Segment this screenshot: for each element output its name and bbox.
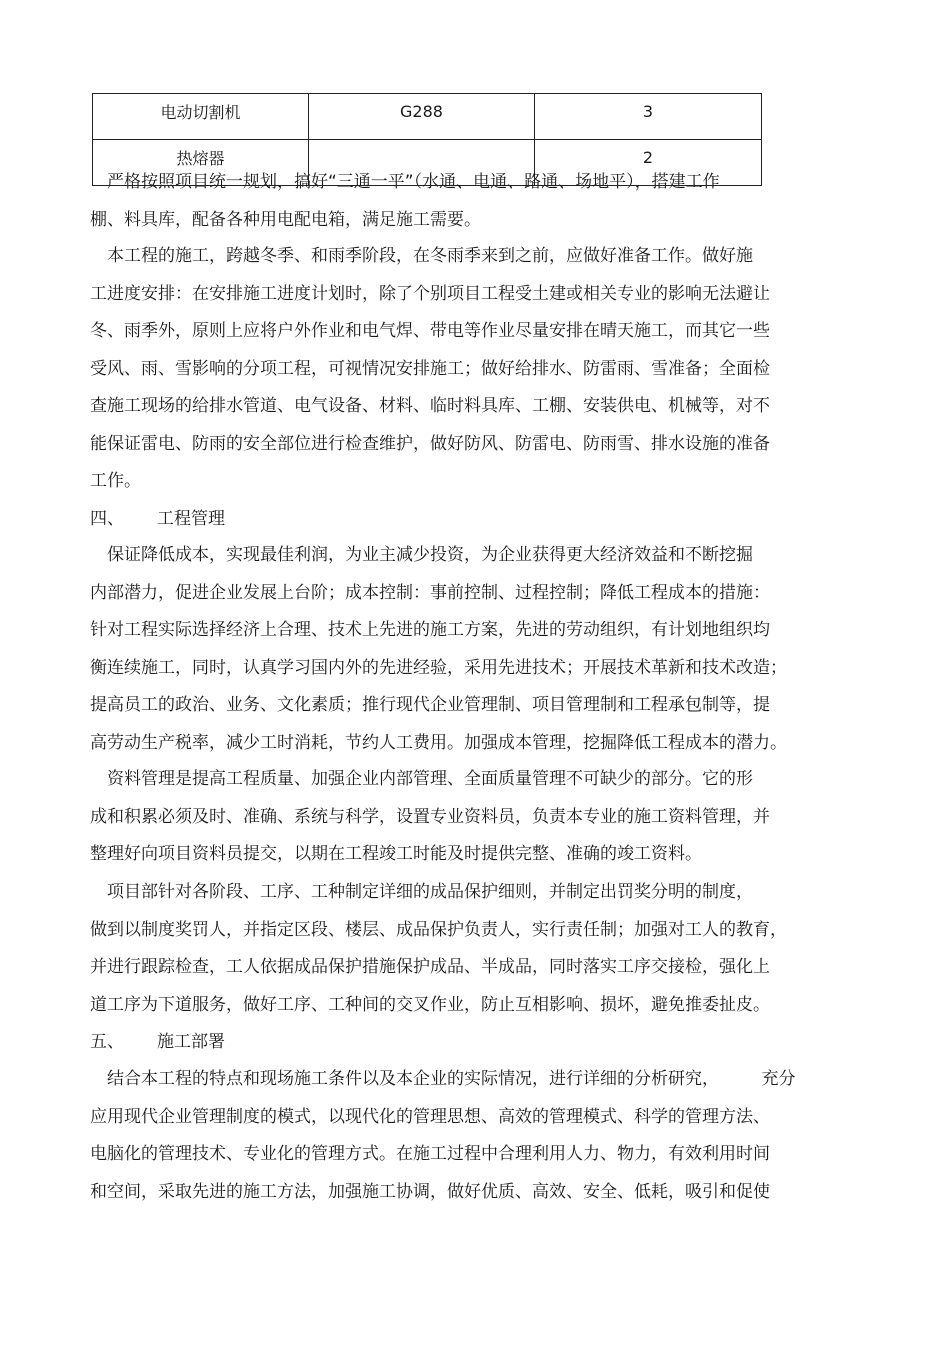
- text-line: 和空间，采取先进的施工方法，加强施工协调，做好优质、高效、安全、低耗，吸引和促使: [90, 1181, 770, 1202]
- table-cell-model: G288: [309, 94, 535, 140]
- table-cell-name: 热熔器: [93, 140, 309, 186]
- text-line: 做到以制度奖罚人，并指定区段、楼层、成品保护负责人，实行责任制；加强对工人的教育，: [90, 919, 787, 940]
- text-line: 针对工程实际选择经济上合理、技术上先进的施工方案，先进的劳动组织，有计划地组织均: [90, 620, 770, 640]
- text-line: 本工程的施工，跨越冬季、和雨季阶段，在冬雨季来到之前，应做好准备工作。做好施: [90, 246, 753, 266]
- table-cell-quantity: 2: [535, 140, 762, 186]
- table-cell-name: 电动切割机: [93, 94, 309, 140]
- paragraph-product-protection: [90, 879, 860, 1029]
- paragraph-cost-control: [90, 542, 860, 767]
- section-title: 施工部署: [157, 1032, 225, 1052]
- table-cell-quantity: 3: [535, 94, 762, 140]
- section-heading-5: [90, 1029, 225, 1055]
- text-line: 整理好向项目资料员提交，以期在工程竣工时能及时提供完整、准确的竣工资料。: [90, 844, 702, 864]
- text-line: 资料管理是提高工程质量、加强企业内部管理、全面质量管理不可缺少的部分。它的形: [90, 769, 753, 789]
- text-line: 冬、雨季外，原则上应将户外作业和电气焊、带电等作业尽量安排在晴天施工，而其它一些: [90, 321, 770, 341]
- text-line: 并进行跟踪检查，工人依据成品保护措施保护成品、半成品，同时落实工序交接检，强化上: [90, 957, 770, 977]
- section-number: 五、: [90, 1032, 124, 1052]
- paragraph-construction-deployment: [90, 1066, 860, 1216]
- table-row: [93, 94, 762, 140]
- text-line: 项目部针对各阶段、工序、工种制定详细的成品保护细则，并制定出罚奖分明的制度，: [90, 882, 753, 902]
- text-line: 工作。: [90, 471, 141, 491]
- text-line: 严格按照项目统一规划，搞好“三通一平”（水通、电通、路通、场地平），搭建工作: [90, 172, 720, 192]
- section-number: 四、: [90, 509, 124, 529]
- text-line: 受风、雨、雪影响的分项工程，可视情况安排施工；做好给排水、防雷雨、雪准备；全面检: [90, 358, 770, 379]
- text-line: 应用现代企业管理制度的模式，以现代化的管理思想、高效的管理模式、科学的管理方法、: [90, 1106, 770, 1127]
- text-line: 结合本工程的特点和现场施工条件以及本企业的实际情况，进行详细的分析研究， 充分: [90, 1069, 796, 1089]
- section-heading-4: [90, 506, 225, 532]
- text-line: 查施工现场的给排水管道、电气设备、材料、临时料具库、工棚、安装供电、机械等，对不: [90, 396, 770, 416]
- text-line: 成和积累必须及时、准确、系统与科学，设置专业资料员，负责本专业的施工资料管理，并: [90, 806, 770, 827]
- text-line: 棚、料具库，配备各种用电配电箱，满足施工需要。: [90, 209, 481, 230]
- text-line: 高劳动生产税率，减少工时消耗，节约人工费用。加强成本管理，挖掘降低工程成本的潜力。: [90, 732, 787, 753]
- text-line: 道工序为下道服务，做好工序、工种间的交叉作业，防止互相影响、损坏，避免推委扯皮。: [90, 994, 770, 1015]
- text-line: 工进度安排：在安排施工进度计划时，除了个别项目工程受土建或相关专业的影响无法避让: [90, 283, 770, 304]
- text-line: 提高员工的政治、业务、文化素质；推行现代企业管理制、项目管理制和工程承包制等，提: [90, 695, 770, 715]
- text-line: 能保证雷电、防雨的安全部位进行检查维护，做好防风、防雷电、防雨雪、排水设施的准备: [90, 433, 770, 454]
- text-line: 衡连续施工，同时，认真学习国内外的先进经验，采用先进技术；开展技术革新和技术改造；: [90, 657, 787, 678]
- section-title: 工程管理: [157, 509, 225, 529]
- paragraph-site-preparation: [90, 169, 860, 244]
- text-line: 内部潜力，促进企业发展上台阶；成本控制：事前控制、过程控制；降低工程成本的措施：: [90, 582, 770, 603]
- text-line: 保证降低成本，实现最佳利润，为业主减少投资，为企业获得更大经济效益和不断挖掘: [90, 545, 753, 565]
- paragraph-seasonal-construction: [90, 243, 860, 506]
- paragraph-document-management: [90, 766, 860, 879]
- text-line: 电脑化的管理技术、专业化的管理方式。在施工过程中合理利用人力、物力，有效利用时间: [90, 1144, 770, 1164]
